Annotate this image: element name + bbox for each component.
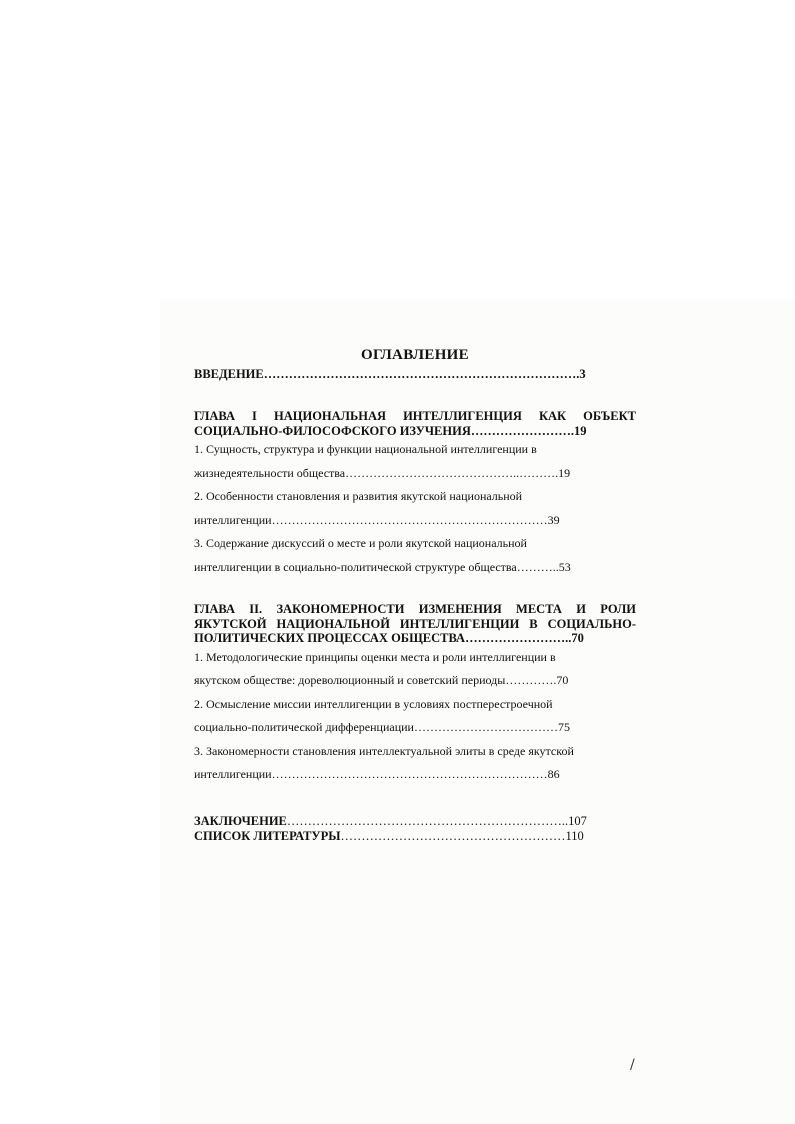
section-2-3-line-1: 3. Закономерности становления интеллектуальной элиты в среде якутской	[194, 743, 574, 758]
chapter-2-heading-line-2: ЯКУТСКОЙ НАЦИОНАЛЬНОЙ ИНТЕЛЛИГЕНЦИИ В СОЦИАЛЬНО-	[194, 616, 636, 631]
toc-chapter-1	[194, 409, 636, 579]
table-of-contents	[194, 345, 636, 844]
bibliography-label: СПИСОК ЛИТЕРАТУРЫ	[194, 828, 341, 843]
conclusion-label: ЗАКЛЮЧЕНИЕ	[194, 813, 287, 828]
bibliography-leader-page: ………………………………………………110	[340, 828, 584, 843]
toc-section-1-1	[194, 438, 636, 485]
conclusion-leader-page: …………………………………………………………..107	[286, 813, 587, 828]
toc-section-2-3	[194, 740, 636, 787]
section-2-2-line-2: социально-политической дифференциации………………………………75	[194, 720, 570, 734]
section-1-2-line-1: 2. Особенности становления и развития якутской национальной	[194, 489, 523, 503]
toc-section-2-1	[194, 646, 636, 693]
section-2-1-line-2: якутском обществе: дореволюционный и советский периоды………….70	[194, 673, 569, 687]
chapter-2-heading-line-3: ПОЛИТИЧЕСКИХ ПРОЦЕССАХ ОБЩЕСТВА……………………..70	[194, 631, 584, 645]
section-2-1-line-1: 1. Методологические принципы оценки места и роли интеллигенции в	[194, 649, 556, 664]
chapter-1-heading	[194, 409, 636, 438]
toc-entry-bibliography	[194, 829, 636, 844]
page-mark: /	[630, 1057, 635, 1073]
toc-title: ОГЛАВЛЕНИЕ	[361, 347, 469, 363]
toc-entry-conclusion	[194, 814, 636, 829]
toc-section-1-3	[194, 532, 636, 579]
toc-section-2-2	[194, 693, 636, 740]
section-2-3-line-2: интеллигенции……………………………………………………………86	[194, 767, 560, 781]
chapter-2-heading-line-1: ГЛАВА II. ЗАКОНОМЕРНОСТИ ИЗМЕНЕНИЯ МЕСТА И РОЛИ	[194, 602, 636, 616]
chapter-1-heading-line-1: ГЛАВА I НАЦИОНАЛЬНАЯ ИНТЕЛЛИГЕНЦИЯ КАК ОБЪЕКТ	[194, 409, 636, 423]
toc-entry-introduction: ВВЕДЕНИЕ………………………………………………………………….3	[194, 367, 586, 381]
chapter-1-heading-line-2: СОЦИАЛЬНО-ФИЛОСОФСКОГО ИЗУЧЕНИЯ…………………….19	[194, 423, 587, 438]
toc-section-1-2	[194, 485, 636, 532]
section-1-1-line-1: 1. Сущность, структура и функции национальной интеллигенции в	[194, 442, 537, 456]
chapter-2-heading	[194, 602, 636, 646]
section-1-2-line-2: интеллигенции……………………………………………………………39	[194, 512, 560, 527]
section-2-2-line-1: 2. Осмысление миссии интеллигенции в условиях постперестроечной	[194, 696, 553, 711]
section-1-1-line-2: жизнедеятельности общества……………………………………..……….19	[194, 465, 571, 480]
toc-chapter-2	[194, 602, 636, 787]
section-1-3-line-1: 3. Содержание дискуссий о месте и роли якутской национальной	[194, 536, 527, 550]
section-1-3-line-2: интеллигенции в социально-политической структуре общества………..53	[194, 559, 571, 574]
